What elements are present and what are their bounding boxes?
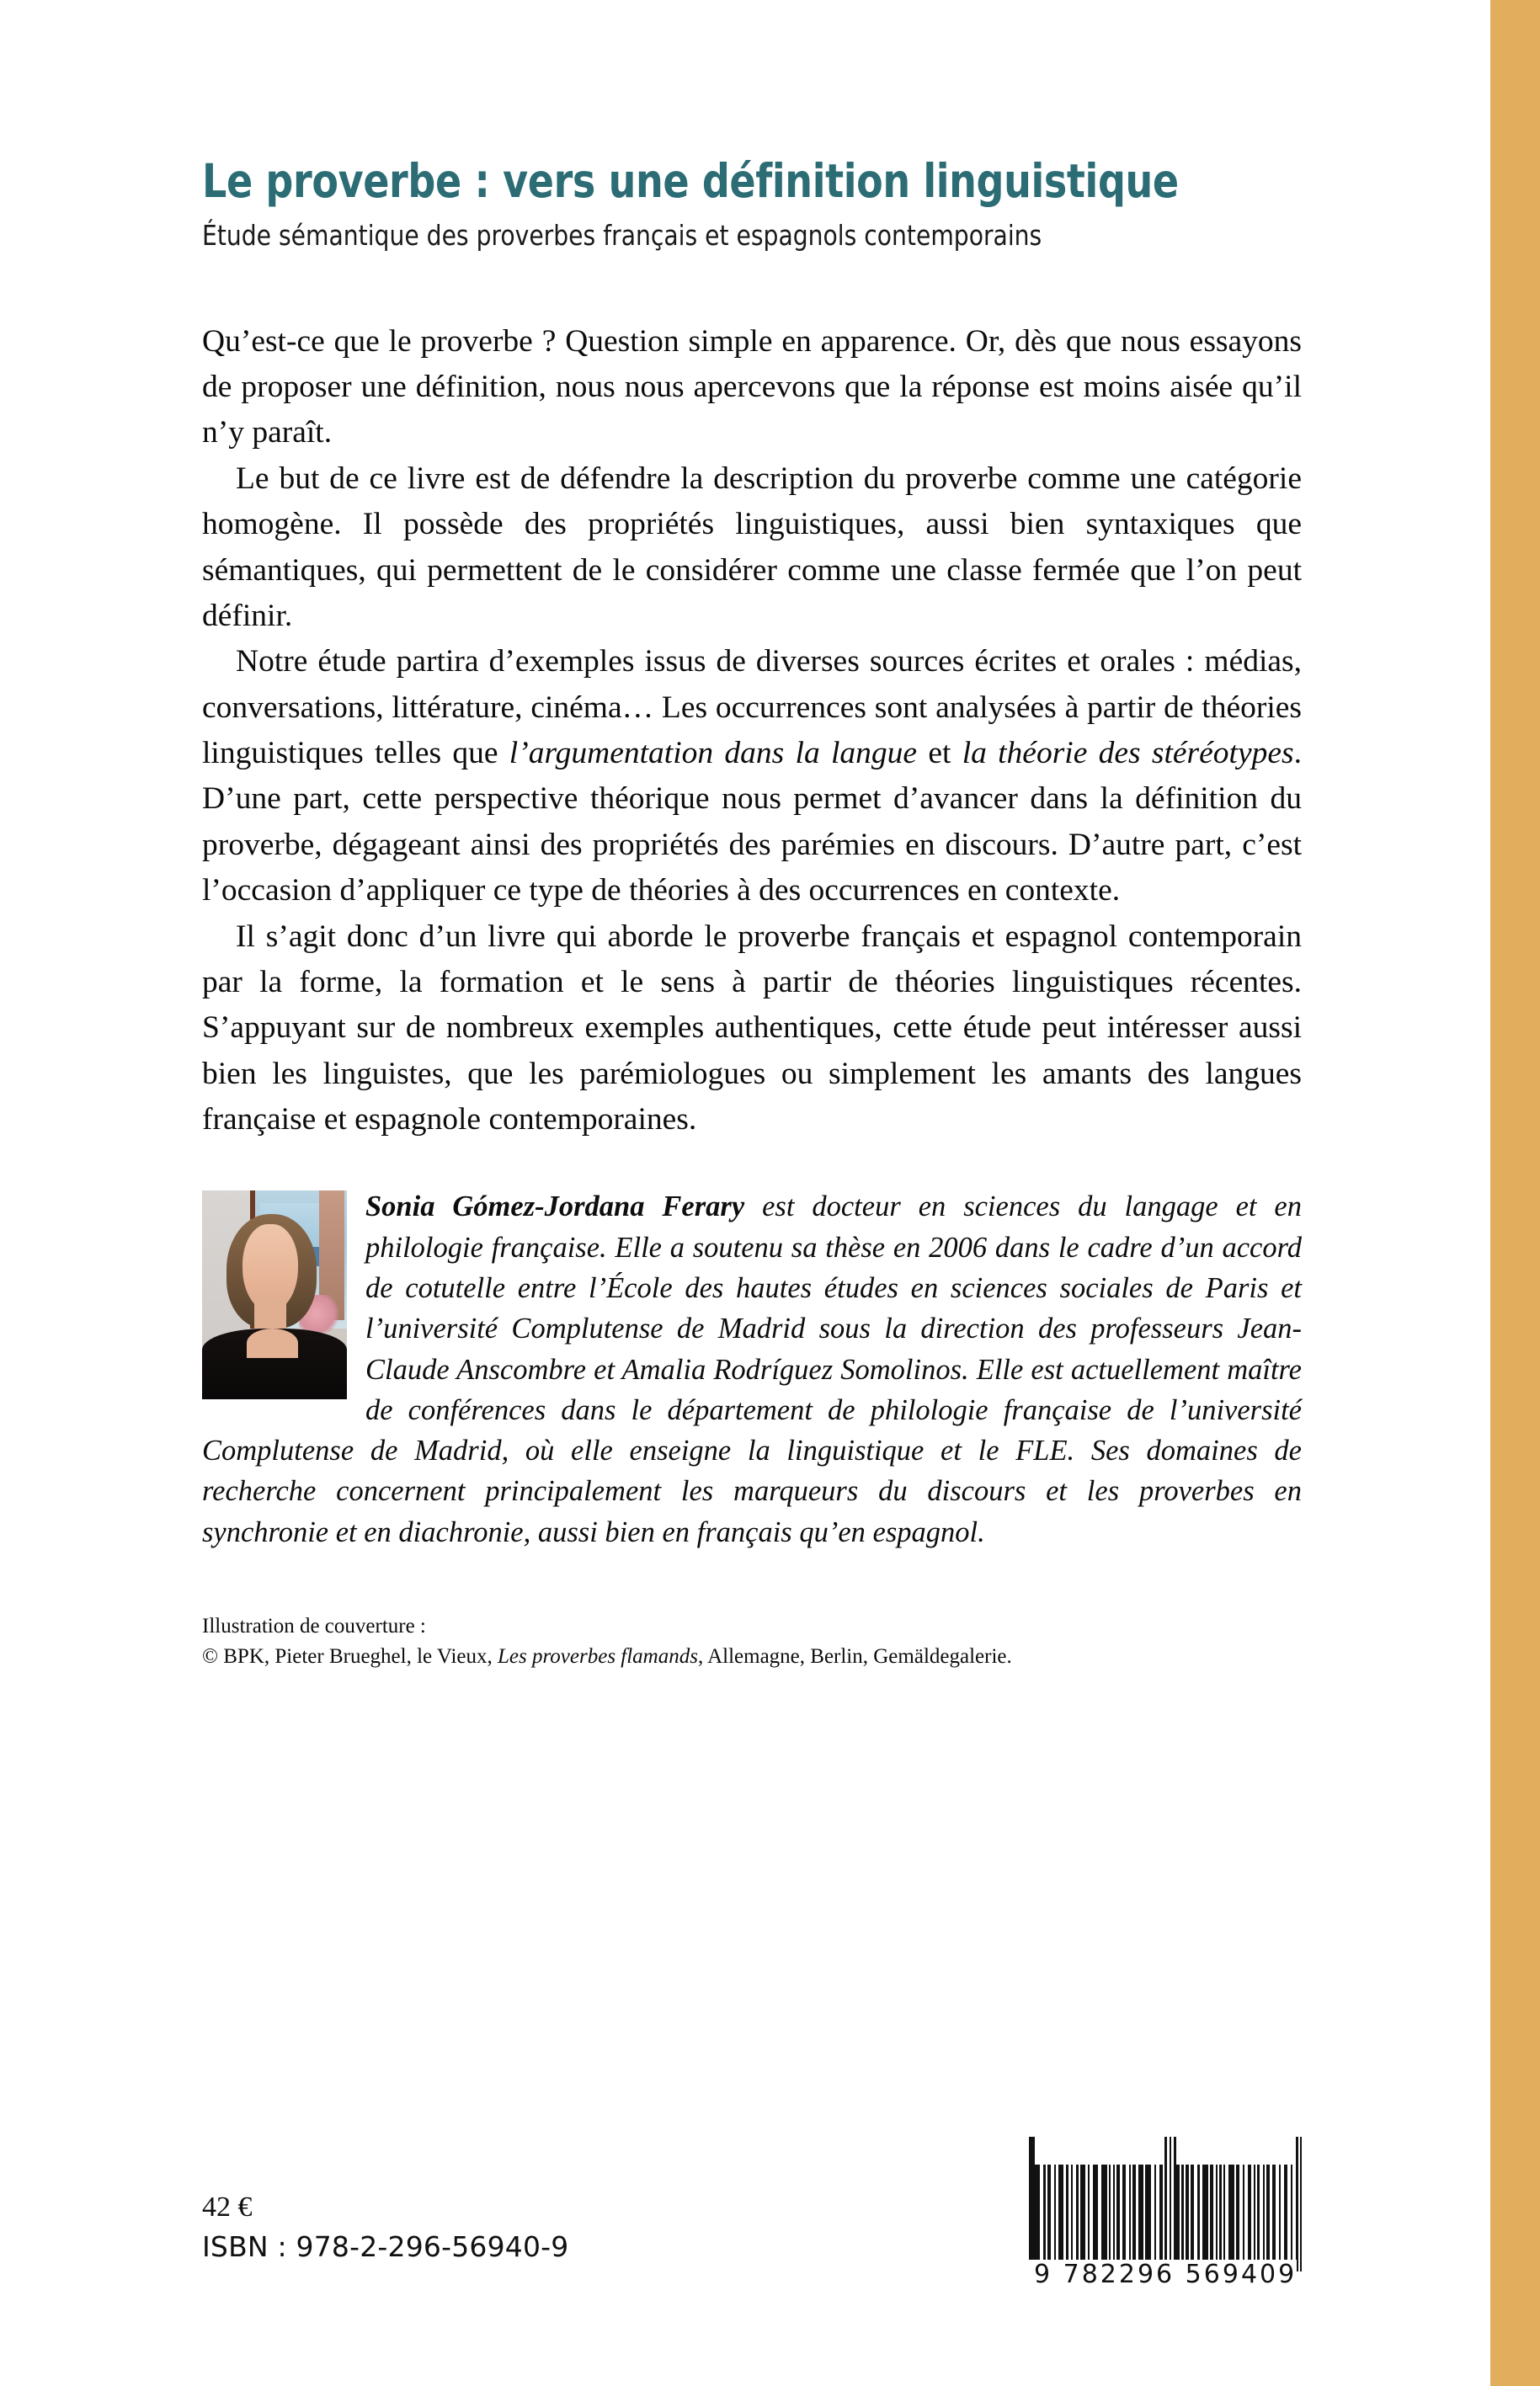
cover-illustration-credit bbox=[202, 1611, 1302, 1671]
isbn-label: ISBN : 978-2-296-56940-9 bbox=[202, 2230, 569, 2264]
spine-orange-stripe bbox=[1490, 0, 1540, 2386]
blurb-p3-seg2: et bbox=[917, 736, 962, 771]
price-label: 42 € bbox=[202, 2192, 253, 2223]
credit-artwork-title: Les proverbes flamands bbox=[498, 1644, 698, 1668]
page-title: Le proverbe : vers une définition linguistique bbox=[202, 154, 1179, 208]
credit-seg1: © BPK, Pieter Brueghel, le Vieux, bbox=[202, 1644, 498, 1668]
credit-detail bbox=[202, 1642, 1302, 1672]
blurb-p3-seg1: Notre étude partira d’exemples issus de diverses sources écrites et orales : médias, conversations, littérature, cinéma… Les occurrences sont analysées à partir de théories linguistiques telles que bbox=[202, 644, 1302, 771]
photo-neckline bbox=[247, 1329, 297, 1358]
blurb-paragraph-4: Il s’agit donc d’un livre qui aborde le proverbe français et espagnol contemporain par la forme, la formation et le sens à partir de théories linguistiques récentes. S’appuyant sur de nombreux exemples authentiques, cette étude peut intéresser aussi bien les linguistes, que les parémiologues ou simplement les amants des langues française et espagnole contemporaines. bbox=[202, 919, 1302, 1137]
blurb-text bbox=[202, 319, 1302, 1143]
blurb-p3-italic-1: l’argumentation dans la langue bbox=[509, 736, 918, 771]
blurb-p3-italic-2: la théorie des stéréotypes bbox=[962, 736, 1294, 771]
page-subtitle: Étude sémantique des proverbes français et espagnols contemporains bbox=[202, 219, 1042, 253]
author-bio-paragraph bbox=[202, 1186, 1302, 1552]
blurb-paragraph-3 bbox=[202, 639, 1302, 913]
blurb-p3-seg3: . D’une part, cette perspective théorique nous permet d’avancer dans la définition du proverbe, dégageant ainsi des propriétés des parémies en discours. D’autre part, c’est l’occasion d’appliquer ce type de théories à des occurrences en contexte. bbox=[202, 736, 1302, 908]
author-photo bbox=[202, 1190, 347, 1399]
author-bio-body: est docteur en sciences du langage et en philologie française. Elle a soutenu sa thèse en 2006 dans le cadre d’un accord de cotutelle entre l’École des hautes études en sciences sociales de Paris et l’université Complutense de Madrid sous la direction des professeurs Jean-Claude Anscombre et Amalia Rodríguez Somolinos. Elle est actuellement maître de conférences dans le département de philologie française de l’université Complutense de Madrid, où elle enseigne la linguistique et le FLE. Ses domaines de recherche concernent principalement les marqueurs du discours et les proverbes en synchronie et en diachronie, aussi bien en français qu’en espagnol. bbox=[202, 1190, 1302, 1548]
barcode-bars bbox=[1029, 2137, 1302, 2271]
title-block bbox=[202, 0, 1302, 253]
credit-seg2: , Allemagne, Berlin, Gemäldegalerie. bbox=[697, 1644, 1012, 1668]
barcode-digits: 9 782296 569409 bbox=[1029, 2260, 1297, 2289]
blurb-paragraph-1: Qu’est-ce que le proverbe ? Question simple en apparence. Or, dès que nous essayons de proposer une définition, nous nous apercevons que la réponse est moins aisée qu’il n’y paraît. bbox=[202, 323, 1302, 450]
credit-label: Illustration de couverture : bbox=[202, 1615, 426, 1638]
price-isbn-block bbox=[202, 2187, 568, 2267]
barcode bbox=[1029, 2137, 1302, 2289]
author-bio bbox=[202, 1186, 1302, 1552]
cover-content bbox=[202, 0, 1302, 1671]
photo-neck bbox=[254, 1299, 286, 1333]
author-name: Sonia Gómez-Jordana Ferary bbox=[365, 1190, 745, 1223]
blurb-paragraph-2: Le but de ce livre est de défendre la description du proverbe comme une catégorie homogène. Il possède des propriétés linguistiques, aussi bien syntaxiques que sémantiques, qui permettent de le considérer comme une classe fermée que l’on peut définir. bbox=[202, 461, 1302, 633]
